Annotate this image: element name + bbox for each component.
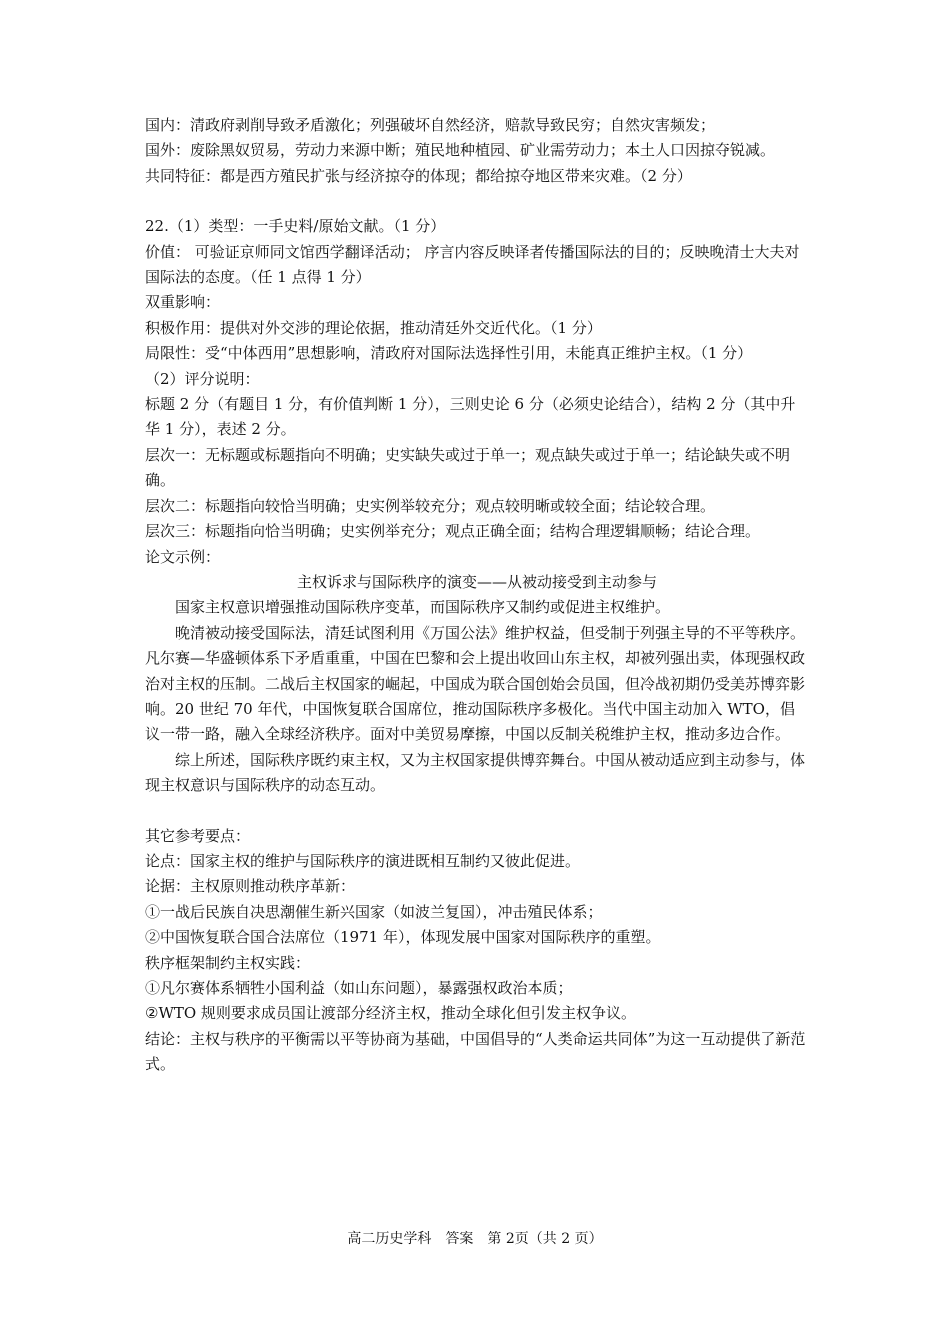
answer-22-part2-heading: （2）评分说明： — [145, 369, 260, 388]
other-points-framework-heading: 秩序框架制约主权实践： — [145, 953, 311, 972]
answer-22-limitation: 局限性：受“中体西用”思想影响，清政府对国际法选择性引用，未能真正维护主权。（1 分） — [145, 344, 753, 363]
other-points-conclusion: 结论：主权与秩序的平衡需以平等协商为基础，中国倡导的“人类命运共同体”为这一互动提供了新范式。 — [145, 1029, 806, 1074]
essay-paragraph-2: 晚清被动接受国际法，清廷试图利用《万国公法》维护权益，但受制于列强主导的不平等秩序。凡尔赛—华盛顿体系下矛盾重重，中国在巴黎和会上提出收回山东主权，却被列强出卖，体现强权政治对主权的压制。二战后主权国家的崛起，中国成为联合国创始会员国，但冷战初期仍受美苏博弈影响。20 世纪 70 年代，中国恢复联合国席位，推动国际秩序多极化。当代中国主动加入 WTO，倡议一带一路，融入全球经济秩序。面对中美贸易摩擦，中国以反制关税维护主权，推动多边合作。 — [145, 623, 806, 744]
essay-paragraph-1: 国家主权意识增强推动国际秩序变革，而国际秩序又制约或促进主权维护。 — [175, 598, 671, 617]
answer-21-foreign: 国外：废除黑奴贸易，劳动力来源中断；殖民地种植园、矿业需劳动力；本土人口因掠夺锐减。 — [145, 141, 776, 160]
spacer — [145, 189, 809, 214]
other-points-heading: 其它参考要点： — [145, 826, 251, 845]
other-points-evidence-1: ①一战后民族自决思潮催生新兴国家（如波兰复国），冲击殖民体系； — [145, 902, 603, 921]
answer-22-level-3: 层次三：标题指向恰当明确；史实例举充分；观点正确全面；结构合理逻辑顺畅；结论合理。 — [145, 522, 761, 541]
answer-22-type: 22.（1）类型：一手史料/原始文献。（1 分） — [145, 217, 446, 236]
essay-paragraph-3: 综上所述，国际秩序既约束主权，又为主权国家提供博弈舞台。中国从被动适应到主动参与，体现主权意识与国际秩序的动态互动。 — [145, 750, 806, 795]
page-footer: 高二历史学科 答案 第 2页（共 2 页） — [347, 1231, 603, 1247]
other-points-evidence-2: ②中国恢复联合国合法席位（1971 年），体现发展中国家对国际秩序的重塑。 — [145, 928, 661, 947]
answer-22-positive: 积极作用：提供对外交涉的理论依据，推动清廷外交近代化。（1 分） — [145, 318, 602, 337]
answer-content — [145, 113, 809, 1078]
answer-22-dual-heading: 双重影响： — [145, 293, 221, 312]
other-points-evidence-heading: 论据：主权原则推动秩序革新： — [145, 877, 356, 896]
other-points-framework-2: ②WTO 规则要求成员国让渡部分经济主权，推动全球化但引发主权争议。 — [145, 1004, 636, 1023]
answer-21-common: 共同特征：都是西方殖民扩张与经济掠夺的体现；都给掠夺地区带来灾难。（2 分） — [145, 166, 692, 185]
spacer — [145, 799, 809, 824]
other-points-thesis: 论点：国家主权的维护与国际秩序的演进既相互制约又彼此促进。 — [145, 851, 581, 870]
answer-21-domestic: 国内：清政府剥削导致矛盾激化；列强破坏自然经济，赔款导致民穷；自然灾害频发； — [145, 116, 716, 134]
answer-22-level-1: 层次一：无标题或标题指向不明确；史实缺失或过于单一；观点缺失或过于单一；结论缺失或不明确。 — [145, 445, 791, 490]
essay-title: 主权诉求与国际秩序的演变——从被动接受到主动参与 — [296, 572, 657, 591]
answer-22-example-heading: 论文示例： — [145, 547, 221, 566]
answer-22-scoring: 标题 2 分（有题目 1 分，有价值判断 1 分），三则史论 6 分（必须史论结合），结构 2 分（其中升华 1 分），表述 2 分。 — [145, 395, 796, 439]
answer-22-value: 价值： 可验证京师同文馆西学翻译活动； 序言内容反映译者传播国际法的目的；反映晚清士大夫对国际法的态度。（任 1 点得 1 分） — [145, 242, 800, 287]
other-points-framework-1: ①凡尔赛体系牺牲小国利益（如山东问题），暴露强权政治本质； — [145, 979, 573, 997]
answer-22-level-2: 层次二：标题指向较恰当明确；史实例举较充分；观点较明晰或较全面；结论较合理。 — [145, 496, 716, 515]
